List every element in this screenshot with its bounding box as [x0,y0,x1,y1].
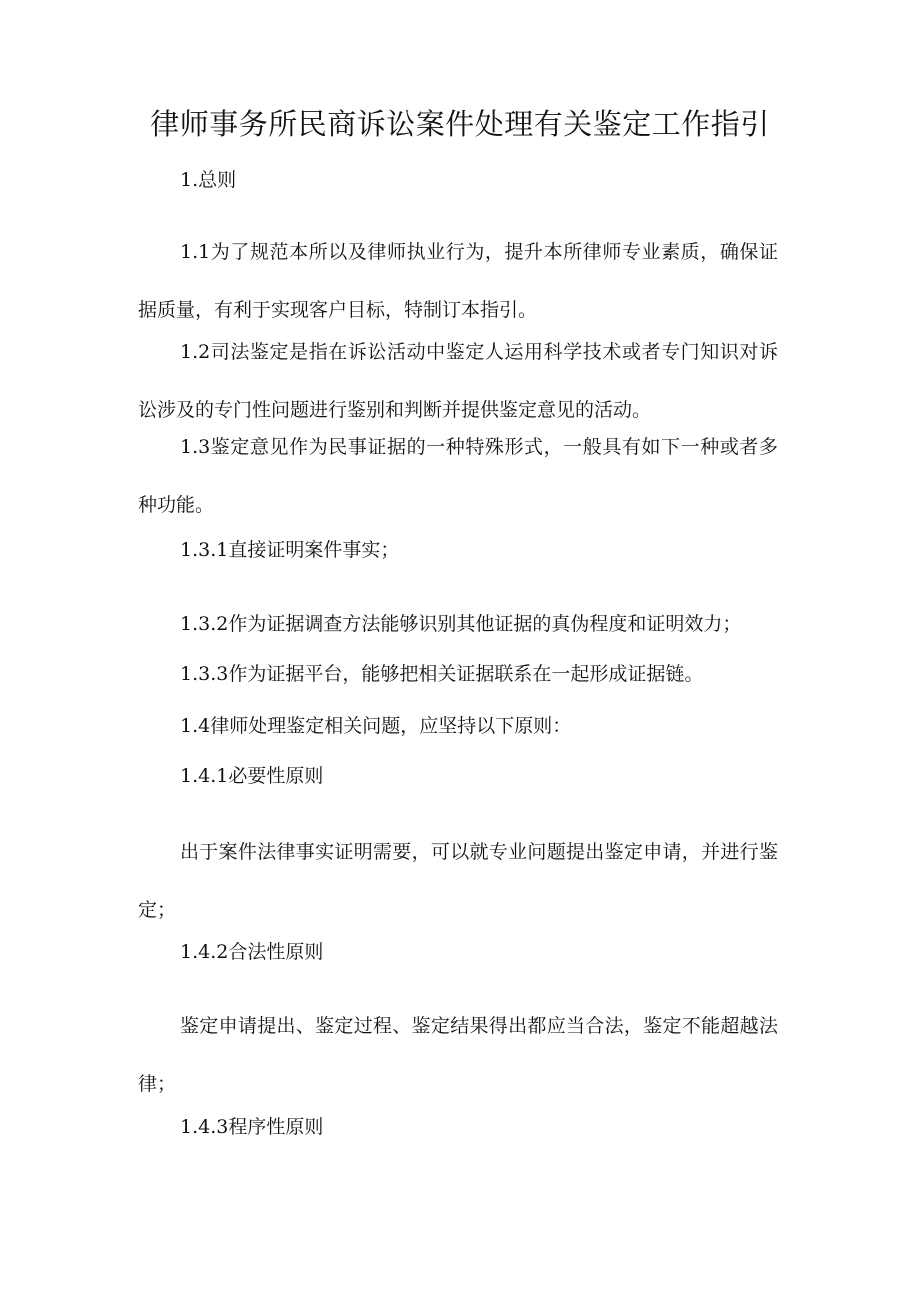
paragraph-1-2: 1.2司法鉴定是指在诉讼活动中鉴定人运用科学技术或者专门知识对诉讼涉及的专门性问题进行鉴别和判断并提供鉴定意见的活动。 [138,341,778,421]
paragraph-1-3-3: 1.3.3作为证据平台，能够把相关证据联系在一起形成证据链。 [180,663,704,685]
paragraph-1-3-2: 1.3.2作为证据调查方法能够识别其他证据的真伪程度和证明效力； [180,613,742,635]
paragraph-1-4-1: 1.4.1必要性原则 [180,765,324,787]
paragraph-legality: 鉴定申请提出、鉴定过程、鉴定结果得出都应当合法，鉴定不能超越法律； [138,1015,778,1095]
paragraph-1-4: 1.4律师处理鉴定相关问题，应坚持以下原则： [180,715,572,737]
paragraph-general: 1.总则 [180,169,237,191]
paragraph-1-3-1: 1.3.1直接证明案件事实； [180,539,400,561]
document-title: 律师事务所民商诉讼案件处理有关鉴定工作指引 [150,107,770,141]
paragraph-necessity: 出于案件法律事实证明需要，可以就专业问题提出鉴定申请，并进行鉴定； [138,841,778,921]
paragraph-1-4-2: 1.4.2合法性原则 [180,941,324,963]
paragraph-1-3: 1.3鉴定意见作为民事证据的一种特殊形式，一般具有如下一种或者多种功能。 [138,436,778,516]
paragraph-1-1: 1.1为了规范本所以及律师执业行为，提升本所律师专业素质，确保证据质量，有利于实现客户目标，特制订本指引。 [138,241,778,321]
paragraph-1-4-3: 1.4.3程序性原则 [180,1116,324,1138]
